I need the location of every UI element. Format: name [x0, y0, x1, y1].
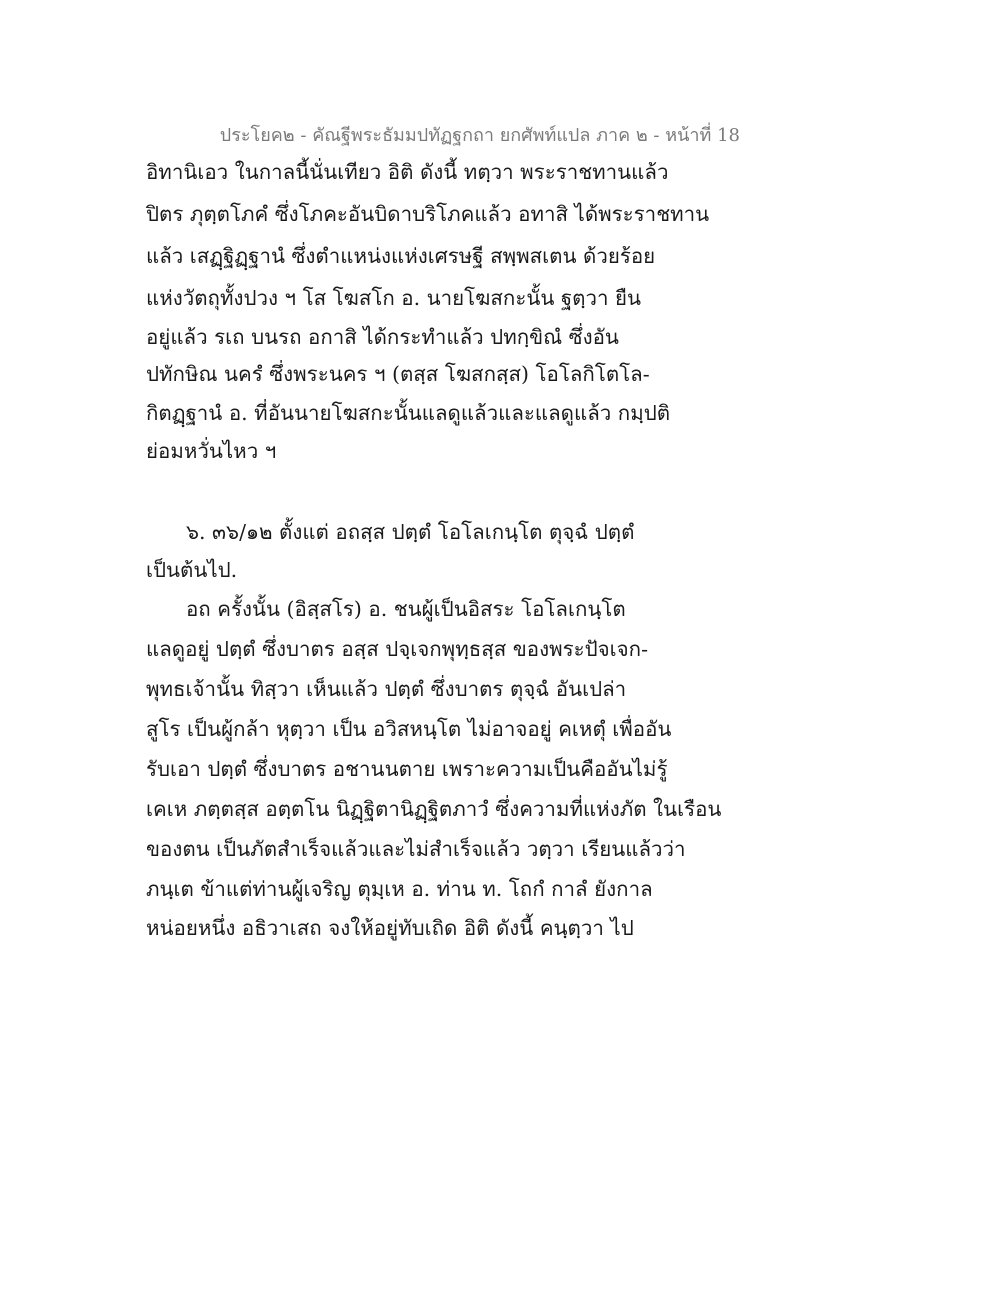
text-line: แลดูอยู่ ปตฺตํ ซึ่งบาตร อสฺส ปจฺเจกพุทฺธสฺส ของพระปัจเจก-: [146, 637, 649, 661]
text-line: อยู่แล้ว รเถ บนรถ อกาสิ ได้กระทำแล้ว ปทกฺขิณํ ซึ่งอัน: [146, 325, 619, 349]
text-line: ปทักษิณ นครํ ซึ่งพระนคร ฯ (ตสฺส โฆสกสฺส) โอโลกิโตโล-: [146, 362, 650, 386]
text-line: พุทธเจ้านั้น ทิสฺวา เห็นแล้ว ปตฺตํ ซึ่งบาตร ตุจฺฉํ อันเปล่า: [146, 677, 627, 701]
text-line: เคเห ภตฺตสฺส อตฺตโน นิฏฺฐิตานิฏฺฐิตภาวํ ซึ่งความที่แห่งภัต ในเรือน: [146, 797, 722, 821]
text-line: แล้ว เสฏฺฐิฏฺฐานํ ซึ่งตำแหน่งแห่งเศรษฐี สพฺพสเตน ด้วยร้อย: [146, 244, 656, 268]
text-line: ย่อมหวั่นไหว ฯ: [146, 439, 277, 463]
text-line: ของตน เป็นภัตสำเร็จแล้วและไม่สำเร็จแล้ว วตฺวา เรียนแล้วว่า: [146, 837, 686, 861]
running-header: ประโยค๒ - คัณฐีพระธัมมปทัฏฐกถา ยกศัพท์แปล ภาค ๒ - หน้าที่ 18: [219, 125, 740, 146]
text-line: สูโร เป็นผู้กล้า หุตฺวา เป็น อวิสหนฺโต ไม่อาจอยู่ คเหตุํ เพื่ออัน: [146, 717, 672, 741]
text-line: กิตฏฺฐานํ อ. ที่อันนายโฆสกะนั้นแลดูแล้วและแลดูแล้ว กมฺปติ: [146, 401, 671, 425]
text-line: หน่อยหนึ่ง อธิวาเสถ จงให้อยู่ทับเถิด อิติ ดังนี้ คนฺตฺวา ไป: [146, 916, 634, 940]
text-line: ปิตร ภุตฺตโภคํ ซึ่งโภคะอันบิดาบริโภคแล้ว อทาสิ ได้พระราชทาน: [146, 202, 710, 226]
section-heading-line: ๖. ๓๖/๑๒ ตั้งแต่ อถสฺส ปตฺตํ โอโลเกนฺโต ตุจฺฉํ ปตฺตํ: [186, 520, 635, 544]
text-line: แห่งวัตถุทั้งปวง ฯ โส โฆสโก อ. นายโฆสกะนั้น ฐตฺวา ยืน: [146, 286, 642, 310]
text-line: อถ ครั้งนั้น (อิสฺสโร) อ. ชนผู้เป็นอิสระ โอโลเกนฺโต: [186, 597, 626, 621]
section-heading-line: เป็นต้นไป.: [146, 558, 238, 582]
text-line: ภนฺเต ข้าแต่ท่านผู้เจริญ ตุมฺเห อ. ท่าน ท. โถกํ กาลํ ยังกาล: [146, 877, 653, 901]
text-line: อิทานิเอว ในกาลนี้นั่นเทียว อิติ ดังนี้ ทตฺวา พระราชทานแล้ว: [146, 160, 669, 184]
text-line: รับเอา ปตฺตํ ซึ่งบาตร อชานนตาย เพราะความเป็นคืออันไม่รู้: [146, 757, 668, 781]
